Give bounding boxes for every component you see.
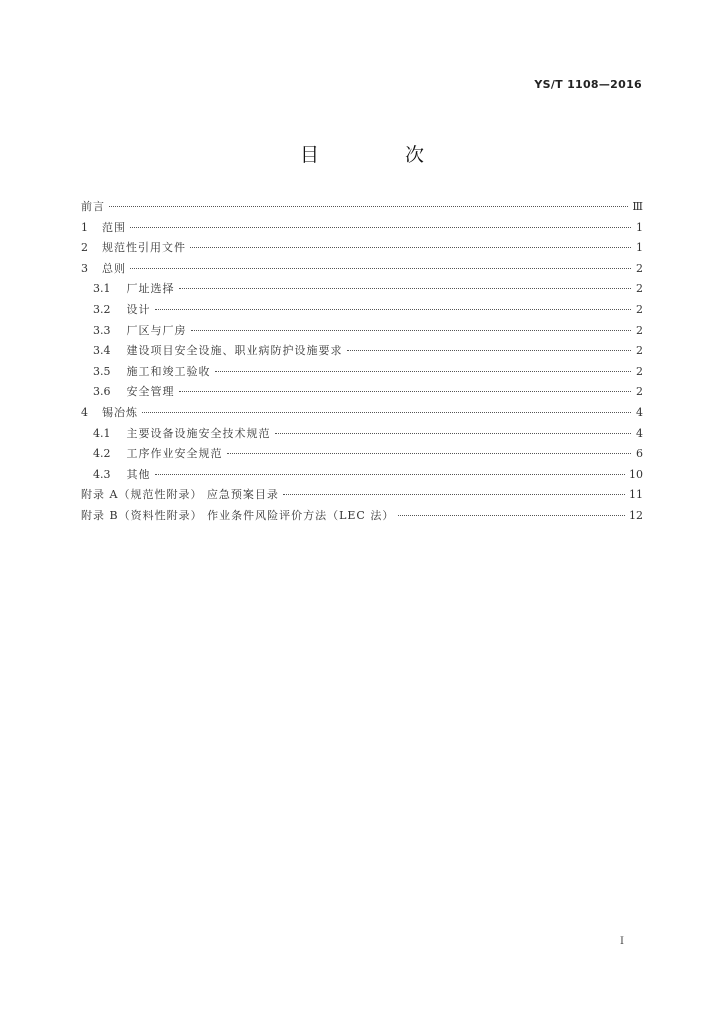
toc-entry-text: 厂区与厂房: [126, 323, 187, 337]
document-code: YS/T 1108—2016: [534, 78, 642, 91]
toc-leader: [283, 493, 625, 495]
toc-entry-number: 4: [81, 405, 88, 419]
toc-entry-page: 2: [636, 344, 643, 358]
toc-entry-text: 主要设备设施安全技术规范: [126, 426, 271, 440]
toc-leader: [275, 432, 632, 434]
toc-leader: [109, 205, 628, 207]
toc-entry-text: 其他: [126, 467, 151, 481]
toc-entry-normative-references[interactable]: [81, 239, 643, 260]
toc-entry-page: 4: [636, 426, 643, 440]
toc-entry-page: Ⅲ: [632, 200, 643, 213]
toc-entry-process-safety[interactable]: [81, 445, 643, 466]
toc-leader: [190, 246, 631, 248]
toc-entry-page: 10: [629, 467, 643, 481]
toc-entry-text: 规范性引用文件: [102, 241, 186, 255]
toc-entry-text: 设计: [126, 302, 151, 316]
toc-entry-number: 3.1: [93, 282, 111, 296]
toc-entry-page: 1: [636, 220, 643, 234]
page-number: Ⅰ: [620, 936, 624, 947]
toc-entry-other[interactable]: [81, 466, 643, 487]
toc-entry-scope[interactable]: [81, 219, 643, 240]
toc-entry-text: 厂址选择: [126, 282, 175, 296]
toc-entry-text: 安全管理: [126, 385, 175, 399]
toc-entry-text: 工序作业安全规范: [126, 447, 223, 461]
toc-leader: [215, 370, 632, 372]
toc-leader: [179, 390, 632, 392]
toc-leader: [155, 308, 632, 310]
toc-entry-page: 11: [629, 488, 643, 502]
toc-entry-number: 3.2: [93, 302, 111, 316]
toc-entry-page: 4: [636, 405, 643, 419]
toc-entry-safety-facilities[interactable]: [81, 342, 643, 363]
toc-entry-appendix-b[interactable]: [81, 507, 643, 528]
toc-entry-number: 3.6: [93, 385, 111, 399]
toc-entry-page: 2: [636, 261, 643, 275]
toc-entry-page: 2: [636, 364, 643, 378]
toc-entry-tin-smelting[interactable]: [81, 404, 643, 425]
toc-entry-number: 4.3: [93, 467, 111, 481]
toc-entry-site-selection[interactable]: [81, 280, 643, 301]
toc-entry-text: 附录 B（资料性附录） 作业条件风险评价方法（LEC 法）: [81, 508, 395, 522]
toc-leader: [347, 349, 632, 351]
toc-entry-number: 2: [81, 241, 88, 255]
toc-entry-construction[interactable]: [81, 363, 643, 384]
toc-entry-equipment-safety[interactable]: [81, 425, 643, 446]
toc-entry-text: 施工和竣工验收: [126, 364, 211, 378]
toc-entry-page: 2: [636, 302, 643, 316]
toc-entry-text: 附录 A（规范性附录） 应急预案目录: [81, 488, 279, 502]
toc-entry-foreword[interactable]: [81, 198, 643, 219]
toc-entry-page: 12: [629, 508, 643, 522]
toc-entry-page: 1: [636, 241, 643, 255]
toc-entry-number: 4.2: [93, 447, 111, 461]
page-title: 目 次: [299, 144, 465, 166]
toc-entry-appendix-a[interactable]: [81, 486, 643, 507]
toc-entry-page: 6: [636, 447, 643, 461]
toc-entry-number: 3.5: [93, 364, 111, 378]
toc-entry-number: 4.1: [93, 426, 111, 440]
toc-entry-number: 3: [81, 261, 88, 275]
toc-entry-page: 2: [636, 323, 643, 337]
toc-leader: [130, 267, 631, 269]
toc-entry-plant-area[interactable]: [81, 322, 643, 343]
toc-entry-number: 1: [81, 220, 88, 234]
toc-leader: [130, 226, 631, 228]
toc-entry-general[interactable]: [81, 260, 643, 281]
toc-entry-page: 2: [636, 282, 643, 296]
toc-entry-number: 3.4: [93, 344, 111, 358]
toc-entry-page: 2: [636, 385, 643, 399]
toc-entry-text: 总则: [102, 261, 126, 275]
toc-leader: [227, 452, 632, 454]
toc-leader: [179, 287, 632, 289]
toc-entry-text: 前言: [81, 200, 105, 213]
toc-entry-design[interactable]: [81, 301, 643, 322]
toc-entry-text: 建设项目安全设施、职业病防护设施要求: [126, 344, 343, 358]
toc-leader: [142, 411, 631, 413]
toc-entry-safety-management[interactable]: [81, 383, 643, 404]
toc-leader: [191, 329, 632, 331]
toc-leader: [155, 473, 626, 475]
toc-entry-number: 3.3: [93, 323, 111, 337]
toc-leader: [398, 514, 625, 516]
toc-entry-text: 锡冶炼: [102, 405, 138, 419]
toc-entry-text: 范围: [102, 220, 126, 234]
table-of-contents: [81, 198, 643, 528]
